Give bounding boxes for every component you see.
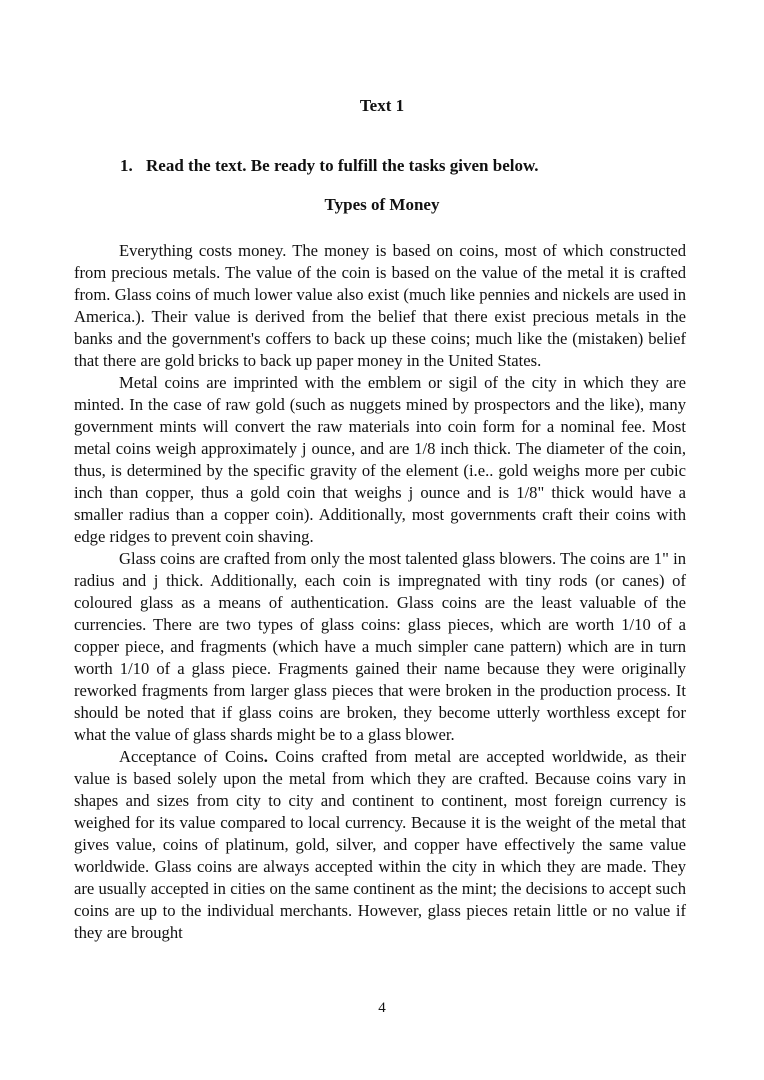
page-number: 4 xyxy=(378,1000,386,1016)
paragraph-4-lead: Acceptance of Coins xyxy=(119,747,264,766)
body-text xyxy=(74,240,686,944)
paragraph-1: Everything costs money. The money is based on coins, most of which constructed from precious metals. The value of the coin is based on the value of the metal it is crafted from. Glass coins of much lower value also exist (much like pennies and nickels are used in America.). Their value is derived from the belief that there exist precious metals in the banks and the government's coffers to back up these coins; much like the (mistaken) belief that there are gold bricks to back up paper money in the United States. xyxy=(74,241,686,370)
text-label: Text 1 xyxy=(359,96,405,115)
paragraph-4-lead-period: . xyxy=(263,747,268,766)
task-instruction-text: Read the text. Be ready to fulfill the tasks given below. xyxy=(146,156,539,175)
paragraph-3: Glass coins are crafted from only the most talented glass blowers. The coins are 1" in radius and j thick. Additionally, each coin is impregnated with tiny rods (or canes) of coloured glass as a means of authentication. Glass coins are the least valuable of the currencies. There are two types of glass coins: glass pieces, which are worth 1/10 of a copper piece, and fragments (which have a much simpler cane pattern) which are in turn worth 1/10 of a glass piece. Fragments gained their name because they were originally reworked fragments from larger glass pieces that were broken in the production process. It should be noted that if glass coins are broken, they become utterly worthless except for what the value of glass shards might be to a glass blower. xyxy=(74,549,686,744)
paragraph-2: Metal coins are imprinted with the emblem or sigil of the city in which they are minted. In the case of raw gold (such as nuggets mined by prospectors and the like), many government mints will convert the raw materials into coin form for a nominal fee. Most metal coins weigh approximately j ounce, and are 1/8 inch thick. The diameter of the coin, thus, is determined by the specific gravity of the element (i.e.. gold weighs more per cubic inch than copper, thus a gold coin that weighs j ounce and is 1/8" thick would have a smaller radius than a copper coin). Additionally, most governments craft their coins with edge ridges to prevent coin shaving. xyxy=(74,373,686,546)
paragraph-4-body: Coins crafted from metal are accepted worldwide, as their value is based solely upon the metal from which they are crafted. Because coins vary in shapes and sizes from city to city and continent to continent, most foreign currency is weighed for its value compared to local currency. Because it is the weight of the metal that gives value, coins of platinum, gold, silver, and copper have effectively the same value worldwide. Glass coins are always accepted within the city in which they are made. They are usually accepted in cities on the same continent as the mint; the decisions to accept such coins are up to the individual merchants. However, glass pieces retain little or no value if they are brought xyxy=(74,747,686,942)
task-number: 1. xyxy=(120,156,133,175)
paragraph-4 xyxy=(74,746,686,944)
task-instruction xyxy=(120,155,539,177)
section-title: Types of Money xyxy=(324,195,440,214)
